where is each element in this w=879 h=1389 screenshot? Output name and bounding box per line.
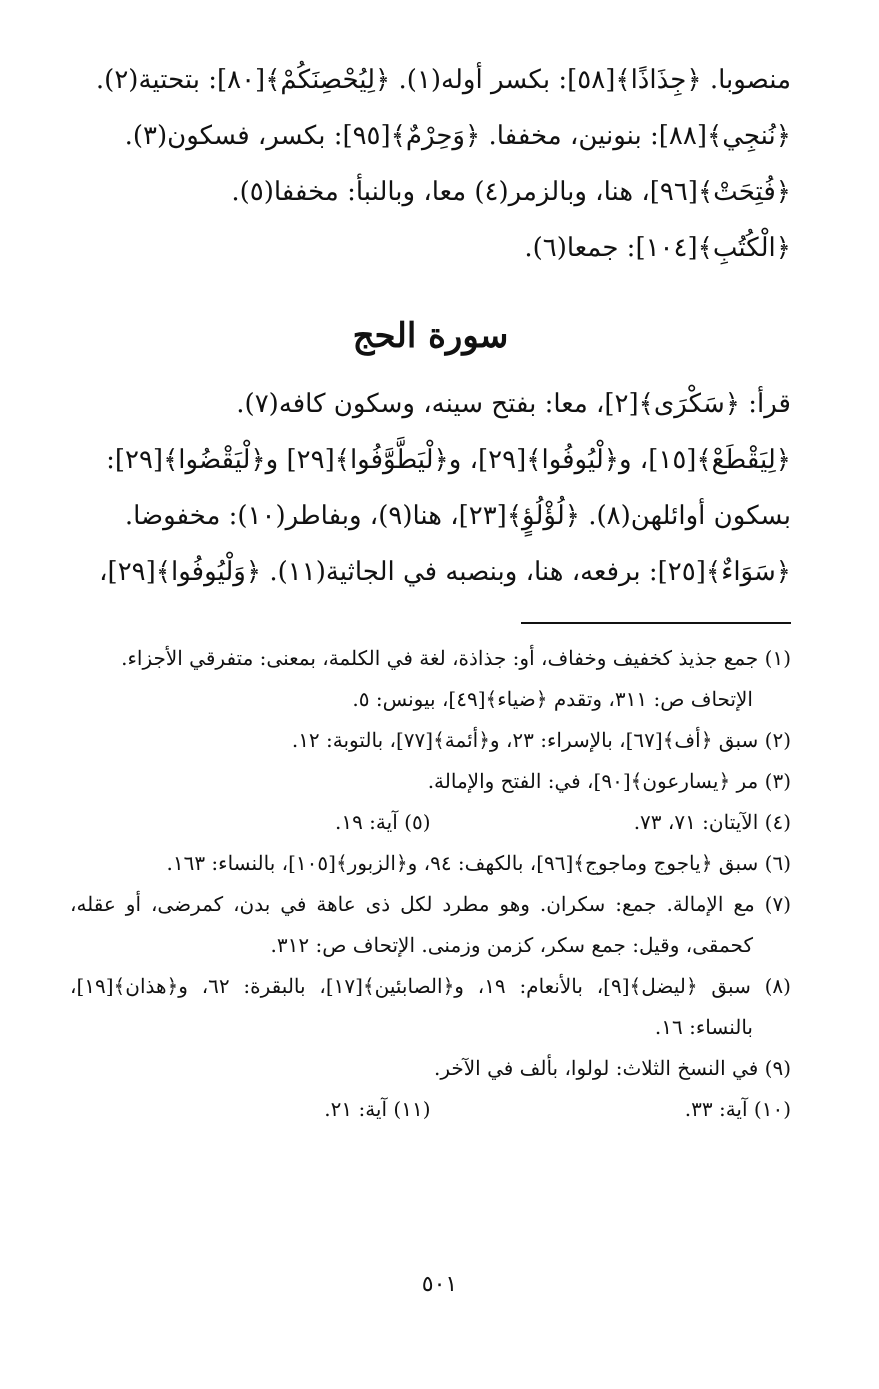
text-line: ﴿لِيَقْطَعْ﴾[١٥]، و﴿لْيُوفُوا﴾[٢٩]، و﴿لْيَطَّوَّفُوا﴾[٢٩] و﴿لْيَقْضُوا﴾[٢٩]: [106, 445, 791, 475]
text-line: ﴿فُتِحَتْ﴾[٩٦]، هنا، وبالزمر(٤) معا، وبالنبأ: مخففا(٥). [231, 177, 791, 207]
footnote-10: (١٠) آية: ٣٣. [684, 1097, 791, 1121]
footnote-9: (٩) في النسخ الثلاث: لولوا، بألف في الآخر. [434, 1056, 791, 1080]
main-text-block [70, 52, 791, 276]
footnote-11: (١١) آية: ٢١. [324, 1097, 431, 1121]
footnote-7: (٧) مع الإمالة. جمع: سكران. وهو مطرد لكل ذى عاهة في بدن، كمرضى، أو عقله، كحمقى، وقيل: جمع سكر، كزمن وزمنى. الإتحاف ص: ٣١٢. [70, 892, 791, 957]
footnote-row-10-11 [70, 1089, 791, 1130]
footnote-4: (٤) الآيتان: ٧١، ٧٣. [633, 810, 791, 834]
document-page [70, 52, 791, 1389]
footnote-6: (٦) سبق ﴿ياجوج وماجوج﴾[٩٦]، بالكهف: ٩٤، و﴿الزبور﴾[١٠٥]، بالنساء: ١٦٣. [166, 851, 791, 875]
footnote-5: (٥) آية: ١٩. [334, 810, 431, 834]
footnotes-block [70, 638, 791, 1130]
text-line: منصوبا. ﴿جِذَاذًا﴾[٥٨]: بكسر أوله(١). ﴿لِيُحْصِنَكُمْ﴾[٨٠]: بتحتية(٢). [95, 65, 791, 95]
footnote-3: (٣) مر ﴿يسارعون﴾[٩٠]، في: الفتح والإمالة. [427, 769, 791, 793]
text-line: ﴿الْكُتُبِ﴾[١٠٤]: جمعا(٦). [524, 233, 791, 263]
footnote-separator [521, 622, 791, 624]
text-line: ﴿نُنجِي﴾[٨٨]: بنونين، مخففا. ﴿وَحِرْمٌ﴾[٩٥]: بكسر، فسكون(٣). [124, 121, 791, 151]
footnote-2: (٢) سبق ﴿أف﴾[٦٧]، بالإسراء: ٢٣، و﴿أئمة﴾[٧٧]، بالتوبة: ١٢. [291, 728, 791, 752]
text-line: ﴿سَوَاءٌ﴾[٢٥]: برفعه، هنا، وبنصبه في الجاثية(١١). ﴿وَلْيُوفُوا﴾[٢٩]، [99, 557, 791, 587]
page-number: ٥٠١ [421, 1272, 458, 1297]
text-line: بسكون أوائلهن(٨). ﴿لُؤْلُؤٍ﴾[٢٣]، هنا(٩)، وبفاطر(١٠): مخفوضا. [124, 501, 791, 531]
footnote-row-4-5 [70, 802, 791, 843]
footnote-1-reference: الإتحاف ص: ٣١١، وتقدم ﴿ضياء﴾[٤٩]، بيونس: ٥. [352, 687, 753, 711]
surah-text-block [70, 376, 791, 600]
footnote-1: (١) جمع جذيذ كخفيف وخفاف، أو: جذاذة، لغة في الكلمة، بمعنى: متفرقي الأجزاء. [121, 646, 791, 670]
text-line: قرأ: ﴿سَكْرَى﴾[٢]، معا: بفتح سينه، وسكون كافه(٧). [236, 389, 791, 419]
footnote-8: (٨) سبق ﴿ليضل﴾[٩]، بالأنعام: ١٩، و﴿الصابئين﴾[١٧]، بالبقرة: ٦٢، و﴿هذان﴾[١٩]، بالنساء: ١٦. [70, 974, 791, 1039]
surah-title: سورة الحج [352, 316, 509, 356]
